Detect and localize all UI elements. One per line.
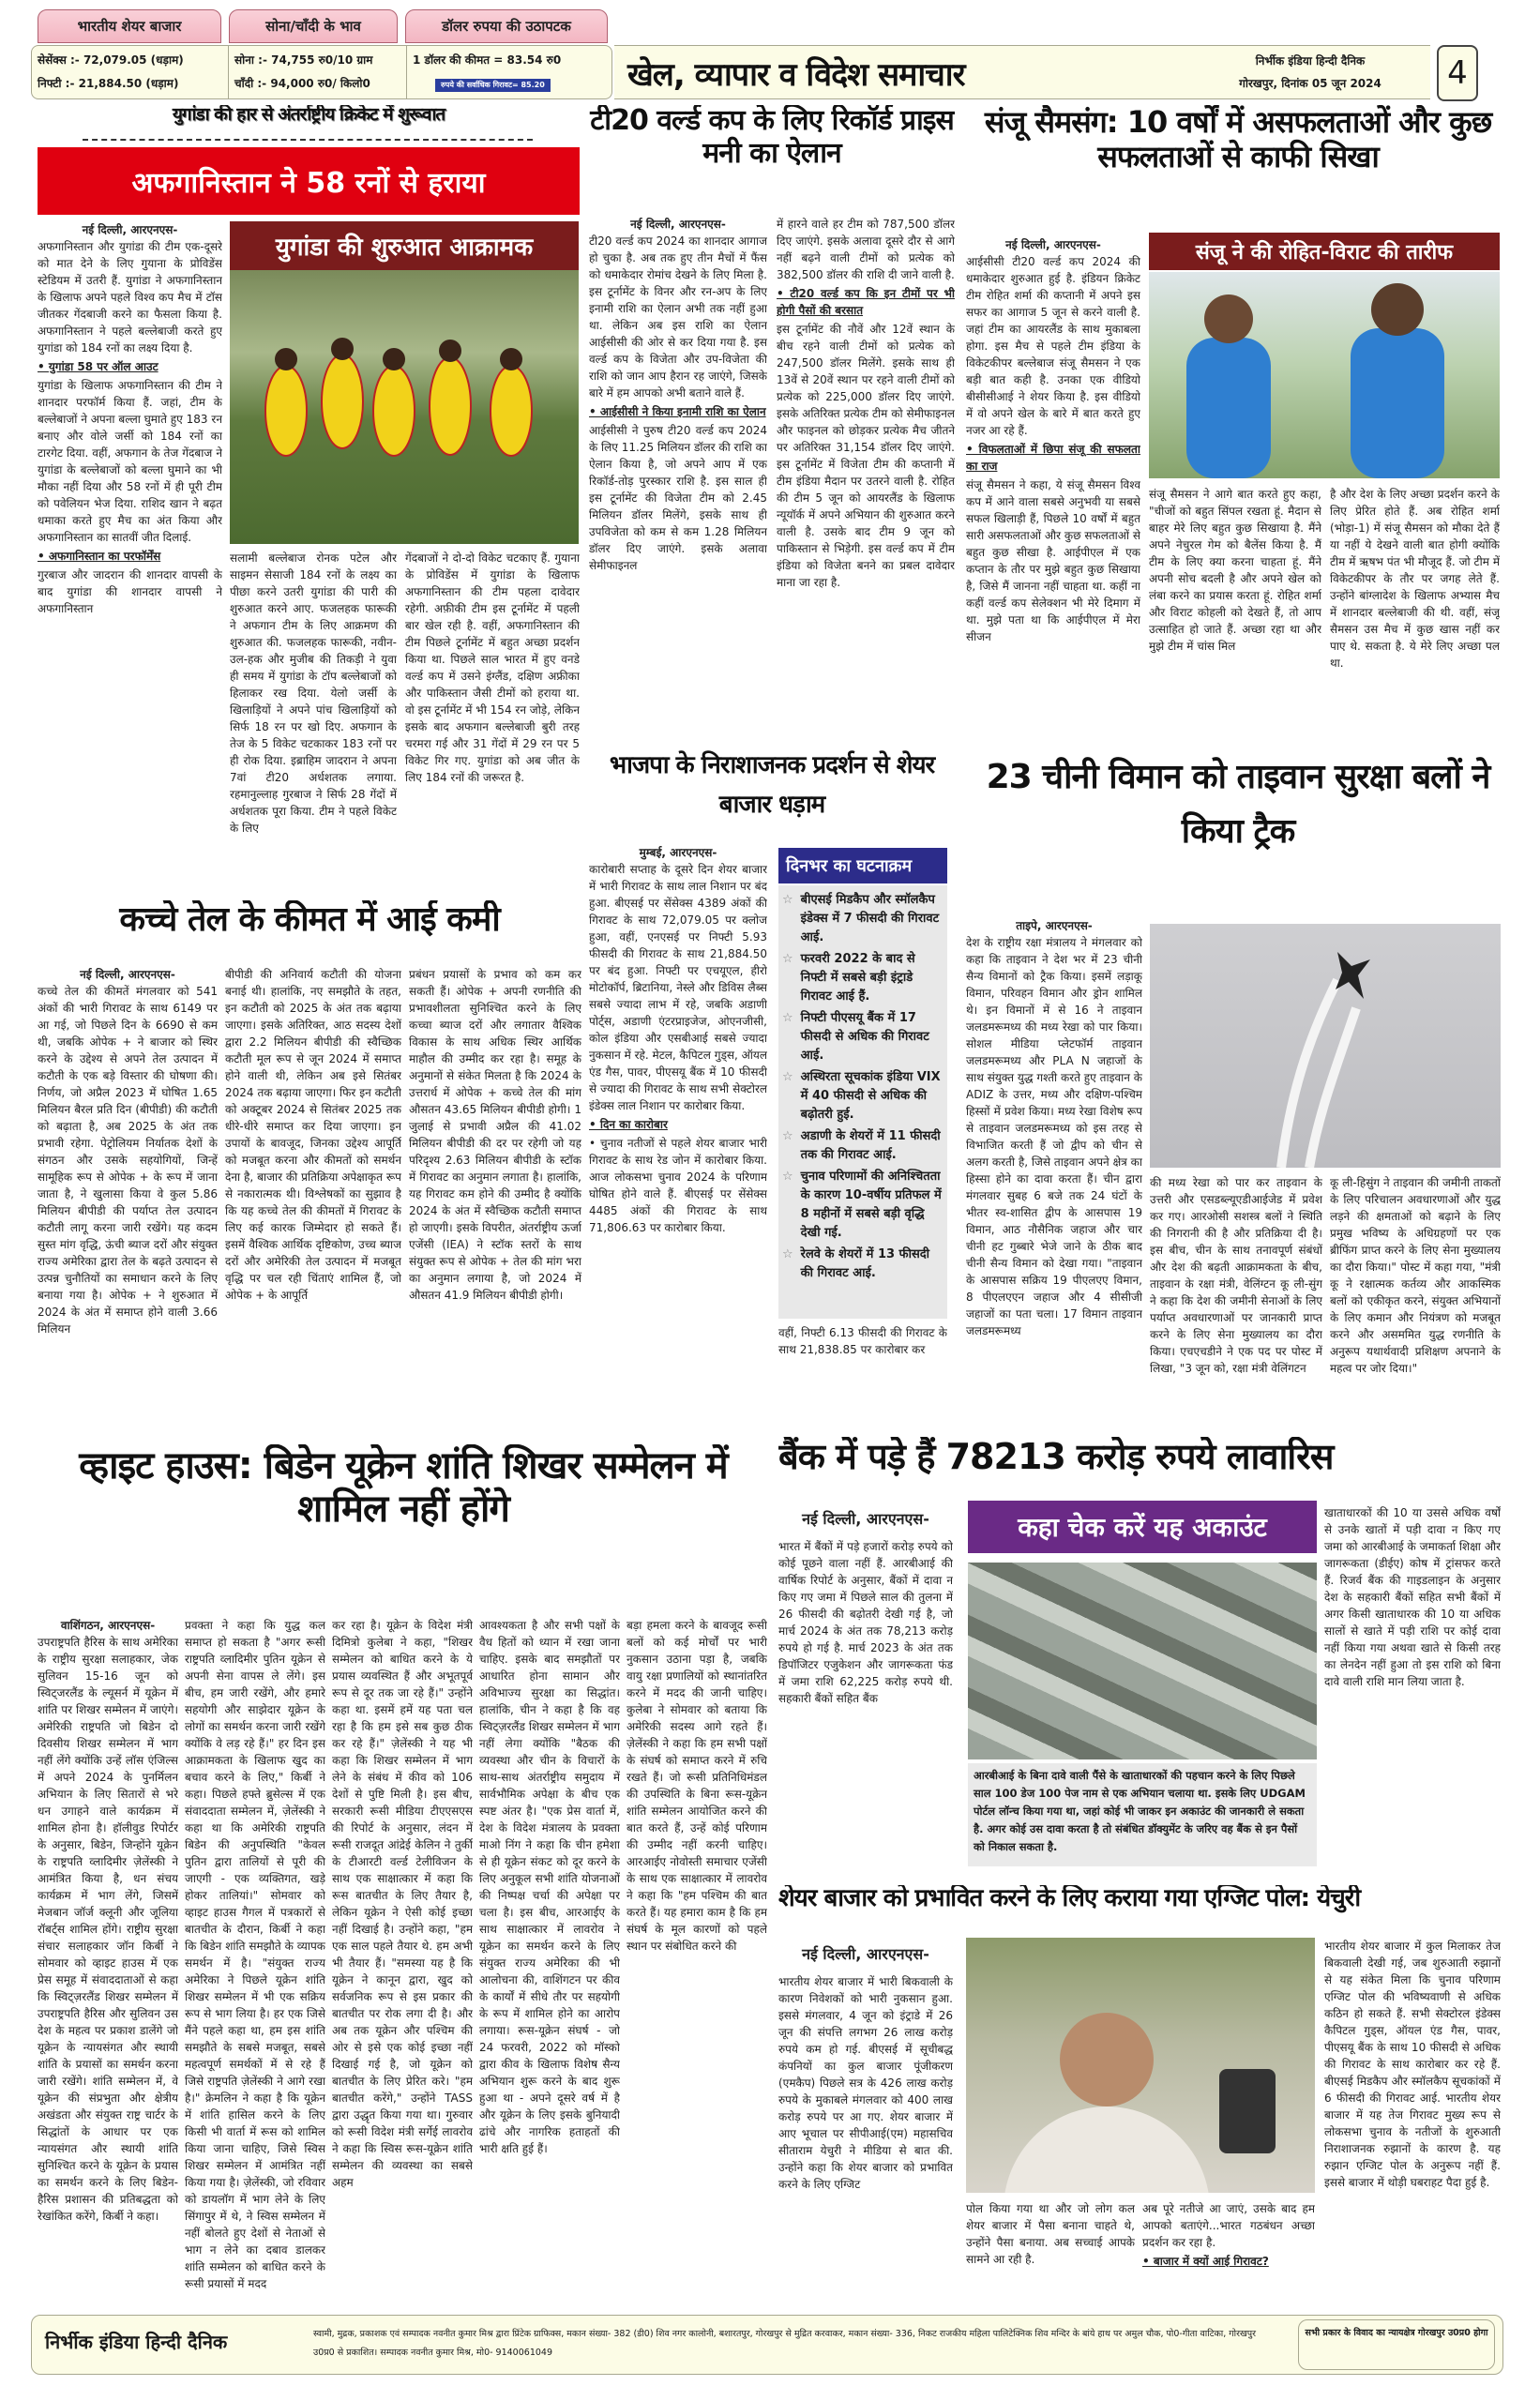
timeline-item-text: अस्थिरता सूचकांक इंडिया VIX में 40 फीसदी से अधिक की बढ़ोतरी हुई. — [800, 1070, 941, 1122]
sanju-subhead: • विफलताओं में छिपा संजू की सफलता का राज — [966, 443, 1140, 473]
cricket-photo-banner: युगांडा की शुरुआत आक्रामक — [230, 221, 579, 270]
taiwan-dateline: ताइपे, आरएनएस- — [1016, 919, 1093, 932]
prize-body-2: आईसीसी ने पुरुष टी20 वर्ल्ड कप 2024 के लिए 11.25 मिलियन डॉलर की राशि का ऐलान किया है, जो अपने आप में एक रिकॉर्ड-तोड़ पुरस्कार राशि है. इस साल ही इस टूर्नामेंट की विजेता टीम को 2.45 मिलियन डॉलर मिलेंगे, इसके साथ ही उपविजेता को कम से कम 1.28 मिलियन डॉलर दिए जाएंगे. इसके अलावा सेमीफाइनल — [589, 424, 767, 572]
sanju-col-1 — [966, 236, 1140, 724]
cricket-col-3: गेंदबाजों ने दो-दो विकेट चटकाए हैं. गुयाना के प्रोविडेंस में युगांडा के खिलाफ अफगानिस्तान की टीम पहला दावेदार रहेगी. अफ़ीकी टीम इस टूर्नामेंट में पहली बार खेल रही है. वहीं, अफगानिस्तान की टीम पिछले टूर्नामेंट में बहुत अच्छा प्रदर्शन किया था. पिछले साल भारत में हुए वनडे वर्ल्ड कप में उसने इंग्लैंड, दक्षिण अफ्रीका और पाकिस्तान जैसी टीमों को हराया था. वो इस टूर्नामेंट में भी 154 रन जोड़े, लेकिन इसके बाद अफगान बल्लेबाजी बुरी तरह चरमरा गई और 31 गेंदों में 29 रन पर 5 विकेट गिर गए. युगांडा को अब जीत के लिए 184 रनों की जरूरत है. — [405, 551, 580, 784]
bullion-cell — [229, 46, 407, 98]
star-icon: ☆ — [782, 952, 793, 966]
prize-headline: टी20 वर्ल्ड कप के लिए रिकॉर्ड प्राइस मनी का ऐलान — [590, 105, 954, 170]
person-illustration — [966, 1938, 1315, 2193]
cricket-body-3: गुरबाज और जादरान की शानदार वापसी के बाद युगांडा की शानदार वापसी ने अफगानिस्तान — [38, 568, 222, 615]
yechury-col-3 — [1142, 2200, 1315, 2309]
whitehouse-col-5: बड़ा हमला करने के बावजूद रूसी बलों को कई मोर्चों पर भारी नुकसान उठाना पड़ा है, जबकि वायु रक्षा प्रणालियों को स्थानांतरित करने में मदद की जानी चाहिए। कुलेबा ने सोमवार को बताया कि अमेरिकी सदस्य आगे रहते हैं। ज़ेलेंस्की ने कहा कि हम सभी पक्षों के संघर्ष को समाप्त करने में रुचि रखते हैं। जो रूसी प्रतिनिधिमंडल की उपस्थिति के बिना रूस-यूक्रेन शांति सम्मेलन आयोजित करने की बात करते हैं, उन्हें कोई परिणाम की उम्मीद नहीं करनी चाहिए। आरआईए नोवोस्ती समाचार एजेंसी के साथ एक साक्षात्कार में लावरोव ने कहा कि "हम पश्चिम की बात करते हैं। यह हमारा काम है कि हम संघर्ष के मूल कारणों को पहले स्थान पर संबोधित करने की — [627, 1619, 767, 1953]
crude-headline: कच्चे तेल के कीमत में आई कमी — [119, 900, 500, 939]
crude-col-2: बीपीडी की अनिवार्य कटौती की योजना बनाई थी। हालांकि, नए समझौते के तहत, इन कटौती को 2025 के अंत तक बढ़ाया जाएगा। इसके अतिरिक्त, आठ सदस्य देशों द्वारा 2.2 मिलियन बीपीडी की स्वैच्छिक कटौती मूल रूप से जून 2024 में समाप्त होने वाली थी, लेकिन अब इसे सितंबर 2024 तक बढ़ाया जाएगा। फिर इन कटौती को अक्टूबर 2024 से सितंबर 2025 तक धीरे-धीरे समाप्त कर दिया जाएगा। इन उपायों के बावजूद, जिनका उद्देश्य आपूर्ति को मजबूत करना और कीमतों को समर्थन देना है, बाजार की प्रतिक्रिया अपेक्षाकृत रूप से नकारात्मक थी। विश्लेषकों का सुझाव है कि यह कच्चे तेल की कीमतों में गिरावट के लिए कई कारक जिम्मेदार हो सकते हैं। इसमें वैश्विक आर्थिक दृष्टिकोण, उच्च ब्याज दरों और अमेरिकी तेल उत्पादन में मजबूत वृद्धि पर चल रही चिंताएं शामिल हैं, जो ओपेक + के आपूर्ति — [225, 968, 401, 1302]
bank-caption: आरबीआई के बिना दावे वाली पैंसे के खाताधारकों की पहचान करने के लिए पिछले साल 100 डेज 100 पेज नाम से एक अभियान चलाया था. इसके लिए UDGAM पोर्टल लॉन्च किया गया था, जहां कोई भी जाकर इन अकाउंट की जानकारी ले सकता है. अगर कोई उस दावा करता है तो संबंधित डॉक्युमेंट के जरिए वह बैंक से इन पैसों को निकाल सकता है. — [968, 1763, 1317, 1866]
crude-col-1 — [38, 966, 218, 1407]
yechury-col-2: पोल किया गया था और जो लोग कल शेयर बाजार में पैसा बनाना चाहते थे, उन्होंने पैसा बनाया. अब सच्चाई आपके सामने आ रही है. — [966, 2202, 1135, 2266]
yechury-photo — [966, 1938, 1315, 2193]
whitehouse-col-3: कर रहा है। यूक्रेन के विदेश मंत्री दिमित्रो कुलेबा ने कहा, "शिखर सम्मेलन को बाधित करने के ये प्रयास व्यवस्थित हैं और अभूतपूर्व रूप से दूर तक जा रहे हैं।" उन्होंने कहा था. इसमें हमें यह पता चल रहा है कि हम इसे सब कुछ ठीक कर रहे हैं।" ज़ेलेंस्की ने यह भी कहा कि शिखर सम्मेलन में भाग लेने के संबंध में कीव को 106 देशों से पुष्टि मिली है। इस बीच, सरकारी रूसी मीडिया टीएएसएस की रिपोर्ट के अनुसार, लंदन में रूसी राजदूत आंद्रेई केलिन ने तुर्की के टीआरटी वर्ल्ड टेलीविजन के साथ एक साक्षात्कार में कहा कि रूस बातचीत के लिए तैयार है, लेकिन यूक्रेन ने ऐसी कोई इच्छा नहीं दिखाई है। उन्होंने कहा, "हम एक साल पहले तैयार थे. हम अभी भी तैयार हैं। "समस्या यह है कि यूक्रेन ने कानून द्वारा, खुद को सर्वजनिक रूप से इस प्रकार की बातचीत पर रोक लगा दी है। और अब तक यूक्रेन और पश्चिम की ओर से इसे एक कोई इच्छा नहीं दिखाई गई है, जो यूक्रेन को बातचीत के लिए प्रेरित करे। "हम बातचीत करेंगे," उन्होंने TASS द्वारा उद्धृत किया गया था। गुरुवार को रूसी विदेश मंत्री सर्गेई लावरोव ने कहा कि स्विस रूस-यूक्रेन शांति सम्मेलन की व्यवस्था का सबसे अहम — [332, 1619, 473, 2189]
timeline-item-text: बीएसई मिडकैप और स्मॉलकैप इंडेक्स में 7 फीसदी की गिरावट आई. — [800, 893, 940, 944]
footer — [31, 2315, 1503, 2375]
timeline-item — [782, 1168, 944, 1243]
prize-body-3: में हारने वाले हर टीम को 787,500 डॉलर दिए जाएंगे. इसके अलावा दूसरे दौर से आगे नहीं बढ़ने वाली टीमों को प्रत्येक को 382,500 डॉलर की राशि दी जाने वाली है. — [777, 218, 955, 281]
market-col-1 — [589, 844, 767, 1369]
gold-value: सोना :- 74,755 रु0/10 ग्राम — [234, 53, 373, 67]
timeline-item-text: चुनाव परिणामों की अनिश्चितता के कारण 10-वर्षीय प्रतिफल में 8 महीनों में सबसे बड़ी वृद्धि देखी गई. — [800, 1170, 942, 1240]
players-illustration — [1149, 272, 1500, 478]
divider — [83, 139, 533, 141]
market-body-1: कारोबारी सप्ताह के दूसरे दिन शेयर बाजार में भारी गिरावट के साथ लाल निशान पर बंद हुआ. बीएसई पर सेंसेक्स 4389 अंकों की गिरावट के साथ 72,079.05 पर क्लोज हुआ, वहीं, एनएसई पर निफ्टी 5.93 फीसदी की गिरावट के साथ 21,884.50 पर बंद हुआ. निफ्टी पर एचयूएल, हीरो मोटोकॉर्प, ब्रिटानिया, नेस्ले और डिविस लैब्स सबसे ज्यादा लाभ में रहे, जबकि अडाणी पोर्ट्स, अडाणी एंटरप्राइजेज, ओएनजीसी, कोल इंडिया और एसबीआई सबसे ज्यादा नुकसान में रहे. मेटल, कैपिटल गुड्स, ऑयल एंड गैस, पावर, पीएसयू बैंक में 10 फीसदी से ज्यादा की गिरावट के साथ सभी सेक्टोरल इंडेक्स लाल निशान पर कारोबार किया. — [589, 863, 767, 1112]
rupee-low-note: रुपये की सर्वाधिक गिरावट= 85.20 — [435, 79, 551, 92]
market-ticker — [31, 45, 612, 99]
masthead — [614, 45, 1430, 99]
prize-body-4: इस टूर्नामेंट की नौवें और 12वें स्थान के बीच रहने वाली टीमों को प्रत्येक को 247,500 डॉलर मिलेंगे. इसके साथ ही 13वें से 20वें स्थान पर रहने वाली टीमों को प्रत्येक को 225,000 डॉलर दिए जाएंगे. इसके अतिरिक्त प्रत्येक टीम को सेमीफाइनल और फाइनल को छोड़कर प्रत्येक मैच जीतने पर अतिरिक्त 31,154 डॉलर दिए जाएंगे. इस टूर्नामेंट में विजेता टीम की कप्तानी में टीम इंडिया मैदान पर उतरने वाली है. रोहित की टीम 5 जून को आयरलैंड के खिलाफ न्यूयॉर्क में अपने अभियान की शुरुआत करने वाली है. उसके बाद टीम 9 जून को पाकिस्तान से भिड़ेगी. इस वर्ल्ड कप में टीम इंडिया को विजेता बनने का प्रबल दावेदार माना जा रहा है. — [777, 323, 955, 589]
market-dateline: मुम्बई, आरएनएस- — [639, 846, 717, 859]
sensex-value: सेसेंक्स :- 72,079.05 (धड़ाम) — [38, 53, 184, 67]
prize-body-1: टी20 वर्ल्ड कप 2024 का शानदार आगाज हो चुका है. अब तक हुए तीन मैचों में फैंस को धमाकेदार रोमांच देखने के लिए मिला है. इस टूर्नामेंट के विनर और रन-अप के लिए इनामी राशि का ऐलान अभी तक नहीं हुआ था. लेकिन अब इस राशि का ऐलान आईसीसी की ओर से कर दिया गया है. इस वर्ल्ड कप के विजेता और उप-विजेता की राशि को जान आप हैरान रह जाएंगे, जिसके बारे में हम आपको अभी बताने वाले हैं. — [589, 234, 767, 400]
market-body-2: • चुनाव नतीजों से पहले शेयर बाजार भारी गिरावट के साथ रेड जोन में कारोबार किया. आज लोकसभा चुनाव 2024 के परिणाम घोषित होने वाले हैं. बीएसई पर सेंसेक्स 4485 अंकों की गिरावट के साथ 71,806.63 पर कारोबार किया. — [589, 1137, 767, 1234]
market-col-2: वहीं, निफ्टी 6.13 फीसदी की गिरावट के साथ 21,838.85 पर कारोबार कर — [778, 1326, 947, 1356]
whitehouse-body-1: उपराष्ट्रपति हैरिस के साथ अमेरिका के राष्ट्रीय सुरक्षा सलाहकार, जेक सुलिवन 15-16 जून को स्विट्जरलैंड के ल्यूसर्न में यूक्रेन में शांति पर शिखर सम्मेलन में जाएंगे। अमेरिकी राष्ट्रपति जो बिडेन दो दिवसीय शिखर सम्मेलन में भाग नहीं लेंगे क्योंकि उन्हें लॉस एंजिल्स में अपने 2024 के पुनर्मिलन अभियान के लिए सितारों से भरे धन उगाहने वाले कार्यक्रम में शामिल होना है। हॉलीवुड रिपोर्टर के अनुसार, बिडेन, जिन्होंने यूक्रेन के राष्ट्रपति व्लादिमीर ज़ेलेंस्की ने आमंत्रित किया है, धन संचय कार्यक्रम में भाग लेंगे, जिसमें मेजबान जॉर्ज क्लूनी और जूलिया रॉबर्ट्स शामिल होंगे। राष्ट्रीय सुरक्षा संचार सलाहकार जॉन किर्बी ने सोमवार को व्हाइट हाउस में एक प्रेस समूह में संवाददाताओं से कहा कि स्विट्ज़रलैंड शिखर सम्मेलन में उपराष्ट्रपति हैरिस और सुलिवन उस देश के महत्व पर प्रकाश डालेंगे जो यूक्रेन के न्यायसंगत और स्थायी शांति के प्रयासों का समर्थन करना जारी रखेंगे। शांति सम्मेलन में, वे यूक्रेन की संप्रभुता और क्षेत्रीय अखंडता और संयुक्त राष्ट्र चार्टर के सिद्धांतों के आधार पर एक न्यायसंगत और स्थायी शांति सुनिश्चित करने के यूक्रेन के प्रयास का समर्थन करने के लिए बिडेन-हैरिस प्रशासन की प्रतिबद्धता को रेखांकित करेंगे, किर्बी ने कहा। — [38, 1636, 178, 2223]
bank-col-2: खाताधारकों की 10 या उससे अधिक वर्षों से उनके खातों में पड़ी दावा न किए गए जमा को आरबीआई के जमाकर्ता शिक्षा और जागरूकता (डीईए) कोष में ट्रांसफर करते हैं. रिजर्व बैंक की गाइडलाइन के अनुसार देश के सहकारी बैंकों सहित सभी बैंकों में अगर किसी खाताधारक की 10 या अधिक सालों से खाते में पड़ी राशि पर कोई दावा नहीं किया गया अथवा खाते से किसी तरह का लेनदेन नहीं हुआ तो इस राशि को बिना दावे वाली राशि मान लिया जाता है. — [1324, 1506, 1501, 1688]
fighter-jet-photo — [1150, 924, 1501, 1168]
cricket-body-2: युगांडा के खिलाफ अफगानिस्तान की टीम ने शानदार परफॉर्म किया हैं. जहां, टीम के बल्लेबाजों ने अपना बल्ला घुमाते हुए 183 रन बनाए और वोले जर्सी को 184 रनों का टारगेट दिया. वहीं, अफगान के तेज गेंदबाज ने युगांडा के बल्लेबाजों को बल्ला घुमाने का भी मौका नहीं दिया और 58 रनों में ही पूरी टीम को पवेलियन भेज दिया. राशिद खान ने बढ़त धमाका करते हुए मैच का अंत किया और अफगानिस्तान का सातवीं जीत दिलाई. — [38, 379, 222, 544]
prize-subhead-1: • आईसीसी ने किया इनामी राशि का ऐलान — [589, 405, 766, 418]
bank-headline: बैंक में पड़े हैं 78213 करोड़ रुपये लावारिस — [778, 1437, 1334, 1477]
sanju-body-1: आईसीसी टी20 वर्ल्ड कप 2024 की धमाकेदार शुरुआत हुई है. इंडियन क्रिकेट टीम रोहित शर्मा की कप्तानी में अपने इस सफर का आगाज 5 जून से करने वाली है. जहां टीम का आयरलैंड के साथ मुकाबला होगा. इस मैच से पहले टीम इंडिया के विकेटकीपर बल्लेबाज संजू सैमसन ने एक बड़ी बात कही है. उनका एक वीडियो बीसीसीआई ने शेयर किया है. इस वीडियो में वो अपने खेल के बारे में बात करते हुए नजर आ रहे हैं. — [966, 255, 1140, 437]
prize-subhead-2: • टी20 वर्ल्ड कप कि इन टीमों पर भी होगी पैसों की बरसात — [777, 287, 955, 317]
market-headline: भाजपा के निराशाजनक प्रदर्शन से शेयर बाजार धड़ाम — [609, 751, 935, 819]
bank-photo-banner: कहा चेक करें यह अकाउंट — [968, 1501, 1317, 1553]
yechury-headline: शेयर बाजार को प्रभावित करने के लिए कराया गया एग्जिट पोल: येचुरी — [778, 1885, 1361, 1912]
sanju-dateline: नई दिल्ली, आरएनएस- — [1005, 238, 1101, 251]
taiwan-body-1: देश के राष्ट्रीय रक्षा मंत्रालय ने मंगलवार को कहा कि ताइवान ने देश भर में 23 चीनी सैन्य विमानों को ट्रैक किया। इसमें लड़ाकू विमान, परिवहन विमान और ड्रोन शामिल थे। इन विमानों में से 16 ने ताइवान जलडमरूमध्य की मध्य रेखा को पार किया। सोशल मीडिया प्लेटफॉर्म ताइवान जलडमरूमध्य और PLA N जहाजों के साथ संयुक्त युद्ध गश्ती करते हुए ताइवान के ADIZ के उत्तर, मध्य और दक्षिण-पश्चिम हिस्सों में प्रवेश किया। मध्य रेखा विशेष रूप से ताइवान जलडमरूमध्य को इस तरह से विभाजित करती हैं जो द्वीप को चीन से अलग करती है, जिसे ताइवान अपने क्षेत्र का हिस्सा होने का दावा करता हैं। चीन द्वारा मंगलवार सुबह 6 बजे तक 24 घंटों के भीतर स्व-शासित द्वीप के आसपास 19 विमान, आठ नौसैनिक जहाज और चार चीनी हट गुब्बारे भेजे जाने के ठीक बाद चीनी सैन्य विमान को देखा गया। "ताइवान के आसपास सक्रिय 19 पीएलएए विमान, 8 पीएलएएन जहाज और 4 सीसीजी जहाजों का पता चला। 17 विमान ताइवान जलडमरूमध्य — [966, 936, 1142, 1337]
timeline-box-title: दिनभर का घटनाक्रम — [778, 848, 947, 883]
sanju-photo-banner: संजू ने की रोहित-विराट की तारीफ — [1149, 233, 1500, 270]
dateline: गोरखपुर, दिनांक 05 जून 2024 — [1239, 77, 1381, 90]
paper-name: निर्भीक इंडिया हिन्दी दैनिक — [1255, 54, 1366, 68]
star-icon: ☆ — [782, 1011, 793, 1025]
cricket-headline: अफगानिस्तान ने 58 रनों से हराया — [38, 147, 580, 215]
tab-dollar-rupee: डॉलर रुपया की उठापटक — [405, 9, 608, 43]
index-cell — [32, 46, 229, 98]
yechury-body-2: अब पूरे नतीजे आ जाएं, उसके बाद हम आपको बताएंगे...भारत गठबंधन अच्छा प्रदर्शन कर रहा है. — [1142, 2202, 1315, 2249]
bank-col-1 — [778, 1501, 953, 1866]
sanju-photo — [1149, 272, 1500, 478]
sanju-col-3: है और देश के लिए अच्छा प्रदर्शन करने के लिए प्रेरित होते हैं. अब रोहित शर्मा (भोड़ा-1) में संजू सैमसन को मौका देते हैं या नहीं ये देखने वाली बात होगी क्योंकि टीम में ऋषभ पंत भी मौजूद हैं. जो टीम में विकेटकीपर के तौर पर जगह लेते हैं. उन्होंने बांग्लादेश के खिलाफ अभ्यास मैच में शानदार बल्लेबाजी की थी. वहीं, संजू सैमसन उस मैच में कुछ खास नहीं कर पाए थे. सकता है. ये मेरे लिए अच्छा पल था. — [1330, 488, 1500, 670]
currency-photo — [968, 1563, 1317, 1759]
footer-jurisdiction: सभी प्रकार के विवाद का न्यायक्षेत्र गोरखपुर उ0प्र0 होगा — [1298, 2319, 1495, 2370]
yechury-subhead: • बाजार में क्यों आई गिरावट? — [1142, 2255, 1269, 2268]
sanju-headline: संजू सैमसंग: 10 वर्षों में असफलताओं और कुछ सफलताओं से काफी सिखा — [984, 105, 1492, 174]
cricket-dateline: नई दिल्ली, आरएनएस- — [82, 223, 178, 236]
cricket-body-1: अफगानिस्तान और युगांडा की टीम एक-दूसरे को मात देने के लिए गुयाना के प्रोविडेंस स्टेडियम में उतरी हैं. युगांडा ने अफगानिस्तान के खिलाफ अपने पहले विश्व कप मैच में टॉस जीतकर गेंदबाजी करने का फैसला किया है. अफगानिस्तान ने पहले बल्लेबाजी करते हुए युगांडा को 184 रनों का लक्ष्य दिया है. — [38, 240, 222, 355]
timeline-list — [778, 885, 947, 1319]
star-icon: ☆ — [782, 893, 793, 907]
crude-dateline: नई दिल्ली, आरएनएस- — [80, 968, 175, 981]
timeline-item-text: रेलवे के शेयरों में 13 फीसदी की गिरावट आई. — [800, 1247, 930, 1280]
footer-imprint: स्वामी, मुद्रक, प्रकाशक एवं सम्पादक नवनीत कुमार मिश्र द्वारा प्रिंटेक ग्राफिक्स, मकान संख्या- 382 (डी0) शिव नगर कालोनी, बशारतपुर, गोरखपुर से मुद्रित करवाकर, मकान संख्या- 336, निकट राजकीय महिला पालिटेक्निक शिव मन्दिर के बांये हाथ पर अमुल चौक, पो0-गीता वाटिका, गोरखपुर उ0प्र0 से प्रकाशित। सम्पादक नवनीत कुमार मिश्र, मो0- 9140061049 — [313, 2329, 1257, 2358]
star-icon: ☆ — [782, 1170, 793, 1184]
timeline-item-text: निफ्टी पीएसयू बैंक में 17 फीसदी से अधिक की गिरावट आई. — [800, 1011, 929, 1063]
players-illustration — [230, 270, 579, 544]
timeline-item — [782, 1009, 944, 1065]
tab-gold-silver: सोना/चाँदी के भाव — [229, 9, 398, 43]
bank-body-1: भारत में बैंकों में पड़े हजारों करोड़ रुपये को कोई पूछने वाला नहीं हैं. आरबीआई की वार्षिक रिपोर्ट के अनुसार, बैंकों में दावा न किए गए जमा में पिछले साल की तुलना में 26 फीसदी की बढ़ोतरी देखी गई है, जो मार्च 2024 के अंत तक 78,213 करोड़ रुपये हो गई है. मार्च 2023 के अंत तक डिपॉजिटर एजुकेशन और जागरूकता फंड में जमा राशि 62,225 करोड़ रुपये थी. सहकारी बैंकों सहित बैंक — [778, 1540, 953, 1705]
dollar-value: 1 डॉलर की कीमत = 83.54 रु0 — [413, 53, 562, 67]
cricket-col-1 — [38, 221, 222, 840]
cricket-subhead-2: • अफगानिस्तान का परफॉर्मेंस — [38, 550, 161, 563]
sanju-col-2: संजू सैमसन ने आगे बात करते हुए कहा, "चीजों को बहुत सिंपल रखता हूं. मैदान से बाहर मेरे लिए बहुत कुछ सिखाया है. मैंने अपने नेचुरल गेम को बैलेंस किया है. मैं टीम के लिए क्या करना चाहता हूं. मैंने अपनी सोच बदली है और अपने खेल को लंबा करने का प्रयास करता हूं. रोहित शर्मा और विराट कोहली को देखते हैं, तो आप उत्साहित हो जाते हैं. अच्छा रहा था और मुझे टीम में चांस मिल — [1149, 488, 1321, 653]
timeline-item-text: फरवरी 2022 के बाद से निफ्टी में सबसे बड़ी इंट्राडे गिरावट आई हैं. — [800, 952, 915, 1004]
taiwan-headline: 23 चीनी विमान को ताइवान सुरक्षा बलों ने किया ट्रैक — [986, 758, 1490, 851]
whitehouse-col-1 — [38, 1617, 178, 2307]
tab-share-market: भारतीय शेयर बाजार — [38, 9, 221, 43]
whitehouse-col-4: आवश्यकता है और सभी पक्षों के वैध हितों को ध्यान में रखा जाना चाहिए. इसके बाद समझौतों पर आधारित होना सामान और अविभाज्य सुरक्षा का सिद्धांत। हालांकि, चीन ने कहा है कि वह स्विट्ज़रलैंड शिखर सम्मेलन में भाग नहीं लेगा क्योंकि "बैठक की व्यवस्था और चीन के विचारों के साथ-साथ अंतर्राष्ट्रीय समुदाय में सार्वभौमिक अपेक्षा के बीच एक स्पष्ट अंतर है। "एक प्रेस वार्ता में, देश के विदेश मंत्रालय के प्रवक्ता माओ निंग ने कहा कि चीन हमेशा से ही यूक्रेन संकट को दूर करने के लिए अनुकूल सभी शांति योजनाओं की निष्पक्ष चर्चा की अपेक्षा पर चला है। इस बीच, आरआईए के साथ साक्षात्कार में लावरोव ने यूक्रेन का समर्थन करने के लिए संयुक्त राज्य अमेरिका की भी आलोचना की, वाशिंगटन पर कीव के कार्यों में सीधे तौर पर सहयोगी के रूप में शामिल होने का आरोप लगाया। रूस-यूक्रेन संघर्ष - जो 24 फरवरी, 2022 को मॉस्को द्वारा कीव के खिलाफ विशेष सैन्य अभियान शुरू करने के बाद शुरू हुआ था - अपने दूसरे वर्ष में है और यूक्रेन के लिए इसके बुनियादी ढांचे और नागरिक हताहतों की भारी क्षति हुई हैं। — [479, 1619, 620, 2155]
cricket-photo — [230, 270, 579, 544]
paper-info — [1198, 50, 1423, 95]
star-icon: ☆ — [782, 1129, 793, 1143]
prize-dateline: नई दिल्ली, आरएनएस- — [630, 218, 726, 231]
yechury-col-1 — [778, 1936, 953, 2309]
timeline-item — [782, 1246, 944, 1283]
footer-brand: निर्भीक इंडिया हिन्दी दैनिक — [45, 2331, 228, 2353]
whitehouse-col-2: प्रवक्ता ने कहा कि युद्ध कल समाप्त हो सकता है "अगर रूसी राष्ट्रपति व्लादिमीर पुतिन यूक्रेन से अपनी सेना वापस ले लेंगे। इस बीच, हम जारी रखेंगे, और हमारे सहयोगी और साझेदार यूक्रेन के लोगों का समर्थन करना जारी रखेंगे क्योंकि वे लड़ रहे हैं।" हर दिन इस आक्रामकता के खिलाफ खुद का बचाव करने के लिए," किर्बी ने कहा। पिछले हफ्ते ब्रुसेल्स में एक संवाददाता सम्मेलन में, ज़ेलेंस्की ने कहा था कि अमेरिकी राष्ट्रपति बिडेन की अनुपस्थिति "केवल पुतिन द्वारा तालियों से पूरी की जाएगी - एक व्यक्तिगत, खड़े होकर तालियां।" सोमवार को व्हाइट हाउस गैगल में पत्रकारों से बातचीत के दौरान, किर्बी ने कहा कि बिडेन शांति समझौते के व्यापक समर्थन में है। "संयुक्त राज्य अमेरिका ने पिछले यूक्रेन शांति शिखर सम्मेलन में भी एक सक्रिय रूप से भाग लिया है। हर एक जिसे मैंने पहले कहा था, हम इस शांति समझौते के सबसे मजबूत, सबसे महत्वपूर्ण समर्थकों में से रहे हैं जिसे राष्ट्रपति ज़ेलेंस्की ने आगे रखा है।" क्रेमलिन ने कहा है कि यूक्रेन में शांति हासिल करने के लिए किसी भी वार्ता में रूस को शामिल किया जाना चाहिए, जिसे स्विस शिखर सम्मेलन में आमंत्रित नहीं किया गया है। ज़ेलेंस्की, जो रविवार को डायलॉग में भाग लेने के लिए सिंगापुर में थे, ने स्विस सम्मेलन में नहीं बोलते हुए देशों से नेताओं से भाग न लेने का दबाव डालकर शांति सम्मेलन को बाधित करने के रूसी प्रयासों में मदद — [185, 1619, 325, 2290]
yechury-body-1: भारतीय शेयर बाजार में भारी बिकवाली के कारण निवेशकों को भारी नुकसान हुआ. इससे मंगलवार, 4 जून को इंट्राडे में 26 जून की संपत्ति लगभग 26 लाख करोड़ रुपये कम हो गई. बीएसई में सूचीबद्ध कंपनियों का कुल बाजार पूंजीकरण (एमकैप) पिछले सत्र के 426 लाख करोड़ रुपये के मुकाबले मंगलवार को 400 लाख करोड़ रुपये पर आ गए. शेयर बाजार में आए भूचाल पर सीपीआई(एम) महासचिव सीताराम येचुरी ने मीडिया से बात की. उन्होंने कहा कि शेयर बाजार को प्रभावित करने के लिए एग्जिट — [778, 1975, 953, 2191]
star-icon: ☆ — [782, 1247, 793, 1261]
jet-illustration — [1150, 924, 1501, 1168]
yechury-col-4: भारतीय शेयर बाजार में कुल मिलाकर तेज बिकवाली देखी गई, जब शुरुआती रुझानों से यह संकेत मिला कि चुनाव परिणाम एग्जिट पोल की भविष्यवाणी से अधिक कठिन हो सकते हैं. सभी सेक्टोरल इंडेक्स कैपिटल गुड्स, ऑयल एंड गैस, पावर, पीएसयू बैंक के साथ 10 फीसदी से अधिक की गिरावट के साथ कारोबार कर रहे हैं. बीएसई मिडकैप और स्मॉलकैप सूचकांकों में 6 फीसदी की गिरावट आई. भारतीय शेयर बाजार में यह तेज गिरावट मुख्य रूप से लोकसभा चुनाव के नतीजों के शुरुआती निराशाजनक रुझानों के कारण है. यह रुझान एग्जिट पोल के अनुरूप नहीं हैं. इससे बाजार में थोड़ी घबराहट पैदा हुई है. — [1324, 1940, 1501, 2189]
crude-body-1: कच्चे तेल की कीमतें मंगलवार को 541 अंकों की भारी गिरावट के साथ 6149 पर आ गई, जो पिछले दिन के 6690 से कम थी, जबकि ओपेक + ने बाजार को स्थिर करने के उद्देश्य से अपने तेल उत्पादन में कटौती के एक बड़े विस्तार की घोषणा की। निर्णय, जो अप्रैल 2023 में घोषित 1.65 मिलियन बैरल प्रति दिन (बीपीडी) की कटौती को बढ़ाता है, अब 2025 के अंत तक प्रभावी रहेगा. पेट्रोलियम निर्यातक देशों के संगठन और उसके सहयोगियों, जिन्हें सामूहिक रूप से ओपेक + के रूप में जाना जाता है, ने खुलासा किया वे कुल 5.86 मिलियन बीपीडी की पर्याप्त तेल उत्पादन कटौती लागू करना जारी रखेंगे। यह कदम सुस्त मांग वृद्धि, ऊंची ब्याज दरों और संयुक्त राज्य अमेरिका द्वारा तेल के बढ़ते उत्पादन से उत्पन्न चुनौतियों का समाधान करने के लिए बनाया गया है। ओपेक + ने शुरुआत में 2024 के अंत में समाप्त होने वाली 3.66 मिलियन — [38, 985, 218, 1336]
timeline-item — [782, 950, 944, 1006]
sanju-body-2: संजू सैमसन ने कहा, ये संजू सैमसन विश्व कप में आने वाला सबसे अनुभवी या सबसे सफल खिलाड़ी हैं, पिछले 10 वर्षों में बहुत सारी असफलताओं और कुछ सफलताओं से बहुत कुछ सीखा है. आईपीएल में एक कप्तान के तौर पर मुझे बहुत कुछ सिखाया है, जिसे मैं जानना नहीं चाहता था. कहीं ना कहीं वर्ल्ड कप सेलेक्शन भी मेरे दिमाग में था. मुझे पता था कि आईपीएल में मेरा सीजन — [966, 478, 1140, 643]
timeline-item — [782, 891, 944, 947]
crude-col-3: प्रबंधन प्रयासों के प्रभाव को कम कर सकती हैं। ओपेक + अपनी रणनीति की प्रभावशीलता सुनिश्चित करने के लिए कच्चा ब्याज दरों और लगातार वैश्विक विकास के साथ अधिक स्थिर आर्थिक माहौल की उम्मीद कर रहा है। समूह के अनुमानों से संकेत मिलता है कि 2024 के उत्तरार्ध में ओपेक + कच्चे तेल की मांग औसतन 43.65 मिलियन बीपीडी होगी। 1 जुलाई से प्रभावी अप्रैल की 41.02 मिलियन बीपीडी की दर पर रहेगी जो यह परिदृश्य 2.63 मिलियन बीपीडी के स्टॉक में गिरावट का अनुमान लगाता है। हालांकि, यह गिरावट कम होने की उम्मीद है क्योंकि 2024 के अंत में स्वैच्छिक कटौती समाप्त हो जाएगी। इसके विपरीत, अंतर्राष्ट्रीय ऊर्जा एजेंसी (IEA) ने स्टॉक स्तरों के साथ संयुक्त रूप से ओपेक + तेल की मांग भरा का अनुमान लगाया है, जो 2024 में औसतन 41.9 मिलियन बीपीडी होगी। — [409, 968, 581, 1302]
prize-col-2 — [777, 216, 955, 732]
page-number: 4 — [1437, 45, 1478, 101]
timeline-item — [782, 1068, 944, 1125]
silver-value: चाँदी :- 94,000 रु0/ किलो0 — [234, 77, 370, 90]
dollar-cell — [407, 46, 611, 98]
bank-dateline: नई दिल्ली, आरएनएस- — [802, 1510, 929, 1528]
cricket-kicker: युगांडा की हार से अंतर्राष्ट्रीय क्रिकेट में शुरूवात — [172, 105, 445, 125]
whitehouse-headline: व्हाइट हाउस: बिडेन यूक्रेन शांति शिखर सम्मेलन में शामिल नहीं होंगे — [79, 1444, 728, 1531]
market-subhead: • दिन का कारोबार — [589, 1118, 668, 1131]
star-icon: ☆ — [782, 1070, 793, 1084]
section-title: खेल, व्यापार व विदेश समाचार — [627, 56, 965, 94]
taiwan-col-3: कू ली-हिसुंग ने ताइवान की जमीनी ताकतों के लिए परिचालन अवधारणाओं और युद्ध लड़ने की क्षमताओं को बढ़ाने के लिए प्रमुख भविष्य के अधिग्रहणों पर एक ब्रीफिंग प्राप्त करने के लिए सेना मुख्यालय का दौरा किया।" पोस्ट में कहा गया, "मंत्री कू ने रक्षात्मक कर्तव्य और आकस्मिक बलों को एकीकृत करने, संयुक्त अभियानों के लिए कमान और नियंत्रण को मजबूत करने और असममित युद्ध रणनीति के अनुरूप यथार्थवादी प्रशिक्षण अपनाने के महत्व पर जोर दिया।" — [1330, 1176, 1501, 1375]
prize-col-1 — [589, 216, 767, 732]
yechury-dateline: नई दिल्ली, आरएनएस- — [802, 1945, 929, 1963]
timeline-item — [782, 1127, 944, 1165]
whitehouse-dateline: वाशिंगठन, आरएनएस- — [60, 1619, 156, 1632]
taiwan-col-1 — [966, 917, 1142, 1377]
taiwan-col-2: की मध्य रेखा को पार कर ताइवान के उत्तरी और एसडब्ल्यूएडीआईजेड में प्रवेश कर गए। आरओसी सशस्त्र बलों ने स्थिति की निगरानी की है और प्रतिक्रिया दी है। इस बीच, चीन के साथ तनावपूर्ण संबंधों और देश की बढ़ती आक्रामकता के बीच, ताइवान के रक्षा मंत्री, वेलिंग्टन कू ली-सुंग ने कहा कि देश की जमीनी सेनाओं के लिए पर्याप्त अवधारणाओं पर जानकारी प्राप्त करने के लिए सेना मुख्यालय का दौरा किया। एचएचडीने ने एक पद पर पोस्ट में लिखा, "3 जून को, रक्षा मंत्री वेलिंगटन — [1150, 1176, 1322, 1375]
cricket-subhead-1: • युगांडा 58 पर ऑल आउट — [38, 360, 159, 373]
nifty-value: निफ्टी :- 21,884.50 (धड़ाम) — [38, 77, 179, 90]
timeline-item-text: अडाणी के शेयरों में 11 फीसदी तक की गिरावट आई. — [800, 1129, 941, 1162]
cricket-col-2: सलामी बल्लेबाज रोनक पटेल और साइमन सेसाजी 184 रनों के लक्ष्य का पीछा करने उतरी युगांडा की पारी की शुरुआत करने आए. फजलहक फारूकी ने अफगान टीम के लिए आक्रमण की शुरुआत की. फजलहक फारूकी, नवीन-उल-हक और मुजीब की तिकड़ी ने युवा ही समय में युगांडा के टॉप बल्लेबाजों को हिलाकर रख दिया. येलो जर्सी के खिलाड़ियों ने अपने पांच खिलाड़ियों को सिर्फ 18 रन पर खो दिए. अफगान के तेज के 5 विकेट चटकाकर 183 रनों पर ही रोक दिया. इब्राहिम जादरान ने अपना 7वां टी20 अर्धशतक लगाया. रहमानुल्लाह गुरबाज ने सिर्फ 28 गेंदों में अर्धशतक पूरा किया. टीम ने पहले विकेट के लिए — [230, 551, 397, 835]
